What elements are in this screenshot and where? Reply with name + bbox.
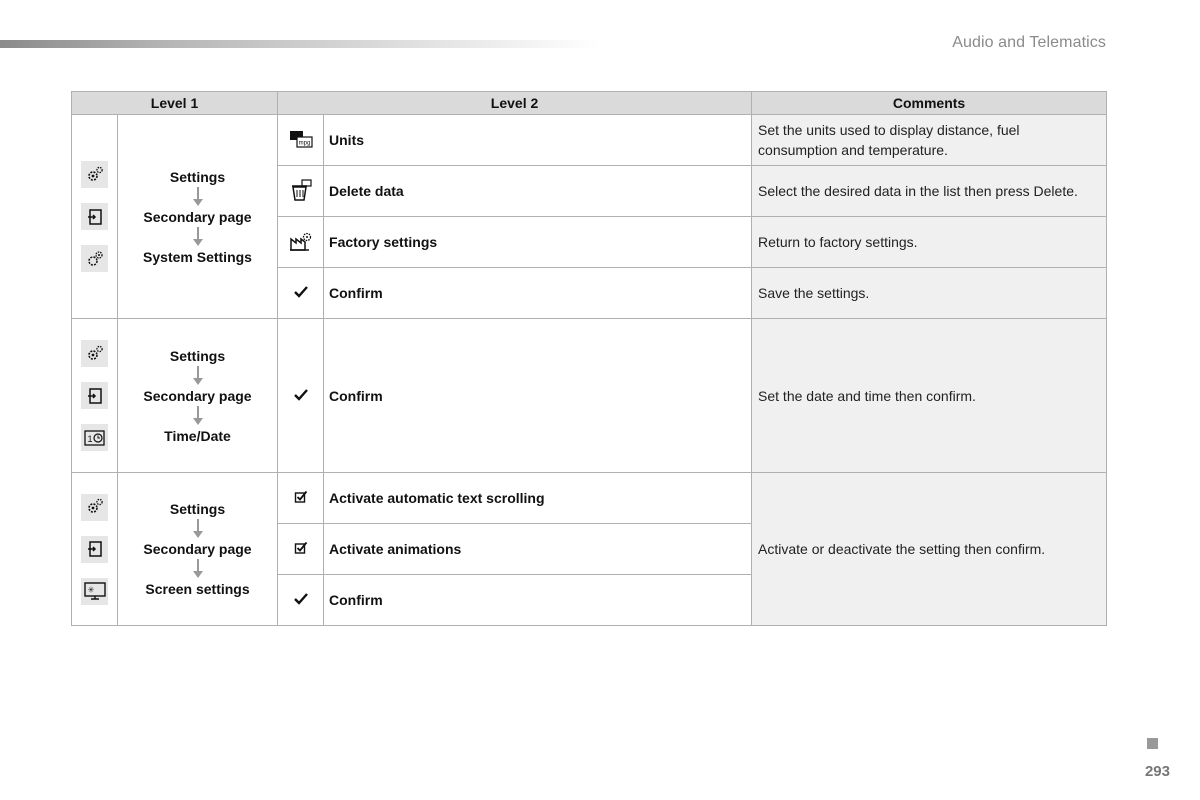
level2-icon-cell <box>278 217 324 268</box>
level2-icon-cell <box>278 319 324 473</box>
level1-item: Settings <box>169 168 226 185</box>
table-header-row <box>72 92 1107 115</box>
settings-gear-icon <box>81 494 108 521</box>
table-row <box>72 319 1107 473</box>
level2-label[interactable]: Confirm <box>324 268 752 319</box>
level2-label[interactable]: Activate automatic text scrolling <box>324 473 752 524</box>
comment-cell: Save the settings. <box>752 268 1107 319</box>
level2-icon-cell <box>278 473 324 524</box>
level2-label[interactable]: Activate animations <box>324 524 752 575</box>
svg-text:1: 1 <box>86 433 93 444</box>
arrow-down-icon <box>192 519 204 539</box>
units-icon <box>289 130 313 148</box>
level2-icon-cell <box>278 166 324 217</box>
time-date-icon <box>81 424 108 451</box>
header-comments: Comments <box>752 92 1107 115</box>
arrow-down-icon <box>192 366 204 386</box>
screen-settings-icon <box>81 578 108 605</box>
level1-item: System Settings <box>143 248 252 265</box>
arrow-down-icon <box>192 227 204 247</box>
level1-item: Settings <box>169 347 226 364</box>
level1-path-cell <box>118 473 278 626</box>
level1-item: Time/Date <box>164 427 231 444</box>
level2-icon-cell <box>278 575 324 626</box>
level1-icons-cell <box>72 319 118 473</box>
table-row <box>72 473 1107 524</box>
comment-cell: Set the units used to display distance, fuel consumption and temperature. <box>752 115 1107 166</box>
system-settings-icon <box>81 245 108 272</box>
level2-label[interactable]: Delete data <box>324 166 752 217</box>
level2-label[interactable]: Confirm <box>324 575 752 626</box>
level1-path-cell <box>118 115 278 319</box>
level1-path-cell <box>118 319 278 473</box>
settings-menu-table <box>71 91 1107 626</box>
secondary-page-icon <box>81 536 108 563</box>
level1-item: Secondary page <box>143 541 252 557</box>
header-level2: Level 2 <box>278 92 752 115</box>
svg-text:✳: ✳ <box>87 585 94 595</box>
checkbox-icon <box>294 490 308 504</box>
level1-item: Secondary page <box>143 208 252 225</box>
section-title: Audio and Telematics <box>952 34 1106 51</box>
svg-text:mpg: mpg <box>298 140 310 146</box>
level1-icons-cell <box>72 115 118 319</box>
level2-label[interactable]: Units <box>324 115 752 166</box>
level2-icon-cell <box>278 268 324 319</box>
level1-item: Secondary page <box>143 387 252 404</box>
level1-item: Screen settings <box>145 581 250 597</box>
header-level1: Level 1 <box>72 92 278 115</box>
secondary-page-icon <box>81 203 108 230</box>
level2-label[interactable]: Factory settings <box>324 217 752 268</box>
arrow-down-icon <box>192 559 204 579</box>
settings-gear-icon <box>81 340 108 367</box>
arrow-down-icon <box>192 187 204 207</box>
secondary-page-icon <box>81 382 108 409</box>
settings-gear-icon <box>81 161 108 188</box>
factory-settings-icon <box>289 231 313 251</box>
checkbox-icon <box>294 541 308 555</box>
level2-label[interactable]: Confirm <box>324 319 752 473</box>
comment-cell: Set the date and time then confirm. <box>752 319 1107 473</box>
header-gradient-bar <box>0 40 600 48</box>
level2-icon-cell <box>278 524 324 575</box>
checkmark-icon <box>294 593 308 605</box>
level1-icons-cell <box>72 473 118 626</box>
page-number: 293 <box>1144 763 1170 780</box>
comment-cell: Select the desired data in the list then press Delete. <box>752 166 1107 217</box>
checkmark-icon <box>294 389 308 401</box>
checkmark-icon <box>294 286 308 298</box>
page-marker <box>1147 738 1158 749</box>
arrow-down-icon <box>192 406 204 426</box>
level1-item: Settings <box>169 501 226 517</box>
delete-data-icon <box>289 179 313 201</box>
comment-cell: Activate or deactivate the setting then confirm. <box>752 473 1107 626</box>
table-row <box>72 115 1107 166</box>
comment-cell: Return to factory settings. <box>752 217 1107 268</box>
level2-icon-cell <box>278 115 324 166</box>
